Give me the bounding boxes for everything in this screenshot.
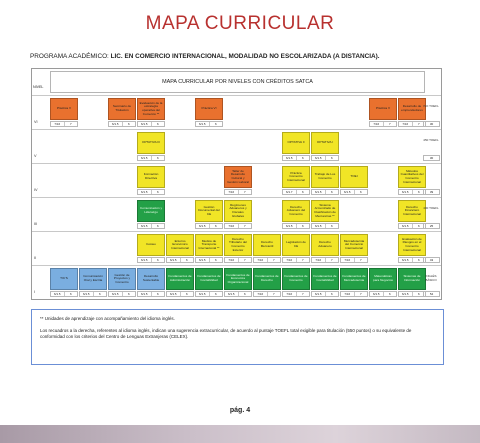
level-total: 43: [423, 257, 440, 263]
credit-hours: 7/16: [51, 122, 65, 126]
credit-box: [224, 291, 252, 297]
course-cell: Fundamentos de Comercio: [282, 268, 310, 290]
credit-satca: 6: [417, 224, 420, 228]
level-label: I: [34, 290, 36, 294]
level-row-divider: [32, 129, 441, 130]
level-label: II: [34, 256, 37, 260]
credit-box: [311, 155, 339, 161]
credit-satca: 6: [330, 156, 333, 160]
credit-box: [311, 189, 339, 195]
credit-hours: 6/1.5: [370, 292, 384, 296]
credit-satca: 6: [417, 292, 420, 296]
course-cell: Legislación de CE: [282, 234, 310, 256]
credit-satca: 7: [359, 292, 362, 296]
credit-satca: 6: [214, 224, 217, 228]
credit-satca: 6: [156, 258, 159, 262]
level-total: 30: [423, 121, 440, 127]
credit-satca: 7: [359, 258, 362, 262]
credit-satca: 6: [127, 292, 130, 296]
credit-box: [195, 223, 223, 229]
credit-satca: 7: [69, 122, 72, 126]
credit-box: [137, 257, 165, 263]
credit-box: [282, 223, 310, 229]
course-cell: Derecho Financiero Internacional: [398, 200, 426, 222]
credit-hours: 6/1.5: [283, 224, 297, 228]
credit-hours: 6/1.5: [312, 190, 326, 194]
program-line: [30, 53, 450, 60]
level-row-divider: [32, 231, 441, 232]
curriculum-map: [31, 68, 442, 300]
program-value: LIC. EN COMERCIO INTERNACIONAL, MODALIDAD NO ESCOLARIZADA (A DISTANCIA).: [110, 53, 380, 60]
credit-hours: 7/16: [283, 258, 297, 262]
credit-box: [195, 257, 223, 263]
credit-box: [166, 257, 194, 263]
document-title: MAPA CURRICULAR: [145, 13, 335, 34]
credit-box: [311, 257, 339, 263]
page-number: pág. 4: [229, 407, 251, 414]
credit-hours: 6/1.5: [196, 258, 210, 262]
credit-hours: 6/1.5: [196, 224, 210, 228]
note-asterisk: ** Unidades de aprendizaje con acompañamiento del idioma inglés.: [40, 316, 175, 321]
credit-box: [137, 121, 165, 127]
footer-band: [0, 425, 480, 443]
credit-satca: 6: [301, 224, 304, 228]
credit-hours: 6/1.5: [109, 292, 123, 296]
credit-hours: 6/1.5: [138, 224, 152, 228]
level-total: 39: [423, 189, 440, 195]
credit-box: [282, 155, 310, 161]
credit-satca: 7: [301, 292, 304, 296]
credit-box: [340, 257, 368, 263]
credit-satca: 7: [243, 224, 246, 228]
credit-hours: 6/1.5: [138, 258, 152, 262]
course-cell: Práctica V: [369, 98, 397, 120]
credit-hours: 6/1.5: [167, 258, 181, 262]
credit-box: [224, 223, 252, 229]
credit-box: [369, 121, 397, 127]
course-cell: Matemáticas para Negocios: [369, 268, 397, 290]
credit-box: [137, 189, 165, 195]
credit-satca: 6: [185, 292, 188, 296]
level-row-divider: [32, 163, 441, 164]
credit-hours: 6/1.5: [196, 122, 210, 126]
credit-satca: 6: [330, 292, 333, 296]
credit-satca: 7: [272, 292, 275, 296]
credit-satca: 6: [301, 190, 304, 194]
course-cell: Práctica Comercio Internacional: [282, 166, 310, 188]
credit-satca: 7: [417, 122, 420, 126]
course-cell: Comunicación y Liderazgo: [137, 200, 165, 222]
course-cell: Métodos Cuantitativos del Comercio Internacional: [398, 166, 426, 188]
credit-satca: 6: [156, 190, 159, 194]
credit-box: [340, 189, 368, 195]
course-cell: OPTATIVA II: [282, 132, 310, 154]
credit-box: [50, 291, 78, 297]
course-cell: Fundamentos de Contabilidad: [195, 268, 223, 290]
course-cell: Gestión de Proyectos y Comercio: [108, 268, 136, 290]
credit-satca: 6: [156, 156, 159, 160]
level-label: V: [34, 154, 37, 158]
credit-box: [137, 223, 165, 229]
credit-hours: 6/1.5: [138, 292, 152, 296]
level-label: IV: [34, 188, 38, 192]
course-cell: Costeo: [137, 234, 165, 256]
credit-hours: 7/16: [370, 122, 384, 126]
notes-box: [31, 309, 444, 365]
credit-box: [282, 257, 310, 263]
credit-hours: 7/16: [341, 258, 355, 262]
course-cell: TIC'S: [50, 268, 78, 290]
credit-box: [369, 291, 397, 297]
credit-satca: 7: [301, 258, 304, 262]
credit-satca: 6: [214, 258, 217, 262]
credit-box: [195, 291, 223, 297]
credit-hours: 7/16: [225, 190, 239, 194]
level-row-divider: [32, 265, 441, 266]
credit-hours: 6/1.5: [138, 190, 152, 194]
credit-satca: 6: [156, 224, 159, 228]
english-level-note: 450 TOEFL: [423, 138, 439, 142]
credit-hours: 6/1.5: [312, 224, 326, 228]
credit-hours: 7/16: [341, 292, 355, 296]
course-cell: Trabajo de Los Comercio: [311, 166, 339, 188]
credit-box: [108, 121, 136, 127]
credit-hours: 6/1.5: [283, 156, 297, 160]
course-cell: Fundamentos de Administración: [166, 268, 194, 290]
credit-hours: 6/1.5: [399, 224, 413, 228]
program-label: PROGRAMA ACADÉMICO:: [30, 53, 109, 60]
credit-satca: 6: [330, 190, 333, 194]
credit-satca: 6: [156, 292, 159, 296]
credit-satca: 6: [417, 190, 420, 194]
credit-box: [108, 291, 136, 297]
credit-satca: 6: [417, 258, 420, 262]
credit-hours: 6/1.5: [225, 292, 239, 296]
credit-hours: 6/1.5: [399, 258, 413, 262]
course-cell: Sistemas de Información: [398, 268, 426, 290]
credit-satca: 7: [243, 190, 246, 194]
english-level-note: ISO TOEFL: [423, 104, 439, 108]
credit-hours: 7/16: [225, 258, 239, 262]
credit-box: [282, 291, 310, 297]
credit-hours: 6/1.5: [138, 122, 152, 126]
credit-hours: 6/1.5: [80, 292, 94, 296]
course-cell: Desarrollo Sustentable: [137, 268, 165, 290]
credit-satca: 7: [243, 258, 246, 262]
credit-satca: 6: [69, 292, 72, 296]
credit-box: [137, 291, 165, 297]
course-cell: TOEI: [340, 166, 368, 188]
credit-satca: 6: [359, 190, 362, 194]
credit-hours: 6/1.5: [399, 292, 413, 296]
course-cell: Derecho Mercantil: [253, 234, 281, 256]
credit-hours: 7/16: [312, 258, 326, 262]
course-cell: Desarrollo de emprendedores: [398, 98, 426, 120]
credit-hours: 6/1.5: [341, 190, 355, 194]
credit-hours: 6/1.7: [283, 190, 297, 194]
course-cell: Mercadotecnia del Comercio Internacional: [340, 234, 368, 256]
level-row-divider: [32, 197, 441, 198]
credit-hours: 6/1.5: [109, 122, 123, 126]
credit-box: [398, 257, 426, 263]
credit-hours: 7/16: [225, 224, 239, 228]
credit-hours: 6/1.5: [196, 292, 210, 296]
course-cell: Medios de Transporte Internacional **: [195, 234, 223, 256]
credit-box: [398, 121, 426, 127]
credit-box: [224, 257, 252, 263]
credit-satca: 6: [330, 224, 333, 228]
course-cell: Fundamentos de Contabilidad: [311, 268, 339, 290]
credit-satca: 6: [156, 122, 159, 126]
credit-satca: 6: [127, 122, 130, 126]
level-total: 54: [423, 291, 440, 297]
credit-box: [79, 291, 107, 297]
credit-satca: 7: [330, 258, 333, 262]
credit-satca: 6: [301, 156, 304, 160]
credit-box: [340, 291, 368, 297]
course-cell: Derecho Aduanero del Comercio: [282, 200, 310, 222]
course-cell: Gestión Documental del CE: [195, 200, 223, 222]
level-total: 30: [423, 155, 440, 161]
credit-box: [195, 121, 223, 127]
credit-box: [398, 223, 426, 229]
map-header: MAPA CURRICULAR POR NIVELES CON CRÉDITOS SATCA: [50, 71, 425, 93]
course-cell: Práctica V: [50, 98, 78, 120]
credit-satca: 6: [185, 258, 188, 262]
niveles-label: NIVEL: [33, 85, 44, 89]
credit-hours: 7/16: [254, 292, 268, 296]
course-cell: OPTATIVA III: [137, 132, 165, 154]
course-cell: Evaluación de Riesgos en el Comercio Internacional: [398, 234, 426, 256]
course-cell: Derecho Aduanero: [311, 234, 339, 256]
level-label: VI: [34, 120, 38, 124]
credit-hours: 6/1.5: [51, 292, 65, 296]
credit-hours: 6/1.5: [399, 190, 413, 194]
credit-box: [398, 291, 426, 297]
course-cell: Evaluación de la estrategia operativa del Comercio **: [137, 98, 165, 120]
credit-hours: 6/1.5: [312, 156, 326, 160]
credit-box: [137, 155, 165, 161]
credit-box: [50, 121, 78, 127]
credit-box: [311, 223, 339, 229]
credit-box: [311, 291, 339, 297]
credit-hours: 6/1.5: [312, 292, 326, 296]
credit-hours: 6/1.5: [138, 156, 152, 160]
credit-hours: 7/16: [399, 122, 413, 126]
credit-satca: 6: [214, 292, 217, 296]
credit-box: [398, 189, 426, 195]
level-row-divider: [32, 95, 441, 96]
course-cell: Entorno Económico Internacional: [166, 234, 194, 256]
credit-box: [253, 291, 281, 297]
course-cell: Práctica VI: [195, 98, 223, 120]
english-level-note: 400 TOEFL: [423, 206, 439, 210]
credit-box: [282, 189, 310, 195]
credit-satca: 6: [214, 122, 217, 126]
credit-satca: 6: [98, 292, 101, 296]
course-cell: Taller de Desarrollo Cultural y Gestión Laboral: [224, 166, 252, 188]
course-cell: Comunicación Oral y Escrita: [79, 268, 107, 290]
course-cell: Seminario de Titulación: [108, 98, 136, 120]
credit-satca: 7: [272, 258, 275, 262]
credit-box: [253, 257, 281, 263]
course-cell: Fundamentos de Economía Organizacional: [224, 268, 252, 290]
course-cell: Fundamentos de Mercadotecnia: [340, 268, 368, 290]
english-level-note: INGLÉS BÁSICO: [425, 274, 437, 282]
level-label: III: [34, 222, 38, 226]
credit-satca: 7: [388, 122, 391, 126]
note-english: Los recuadros a la derecha, referentes al idioma inglés, indican una sugerencia extracurricular, de acuerdo al puntaje TOEFL total exigible para titulación (550 puntos) o su equivalente de conformidad con los criterios del Centro de Lenguas Extranjeras (CELEX).: [40, 327, 412, 340]
credit-hours: 7/16: [254, 258, 268, 262]
level-total: 25: [423, 223, 440, 229]
credit-satca: 6: [243, 292, 246, 296]
credit-hours: 7/16: [283, 292, 297, 296]
course-cell: Derecho Tributario del Comercio Exterior: [224, 234, 252, 256]
credit-satca: 6: [388, 292, 391, 296]
course-cell: OPTATIVA I: [311, 132, 339, 154]
credit-box: [166, 291, 194, 297]
credit-hours: 6/1.5: [167, 292, 181, 296]
credit-box: [224, 189, 252, 195]
course-cell: Regímenes Aduaneros y Fiscales Globales: [224, 200, 252, 222]
course-cell: Fundamentos de Derecho: [253, 268, 281, 290]
course-cell: Formación Directiva: [137, 166, 165, 188]
course-cell: Sistema Armonizado de Clasificación de Mercancías **: [311, 200, 339, 222]
